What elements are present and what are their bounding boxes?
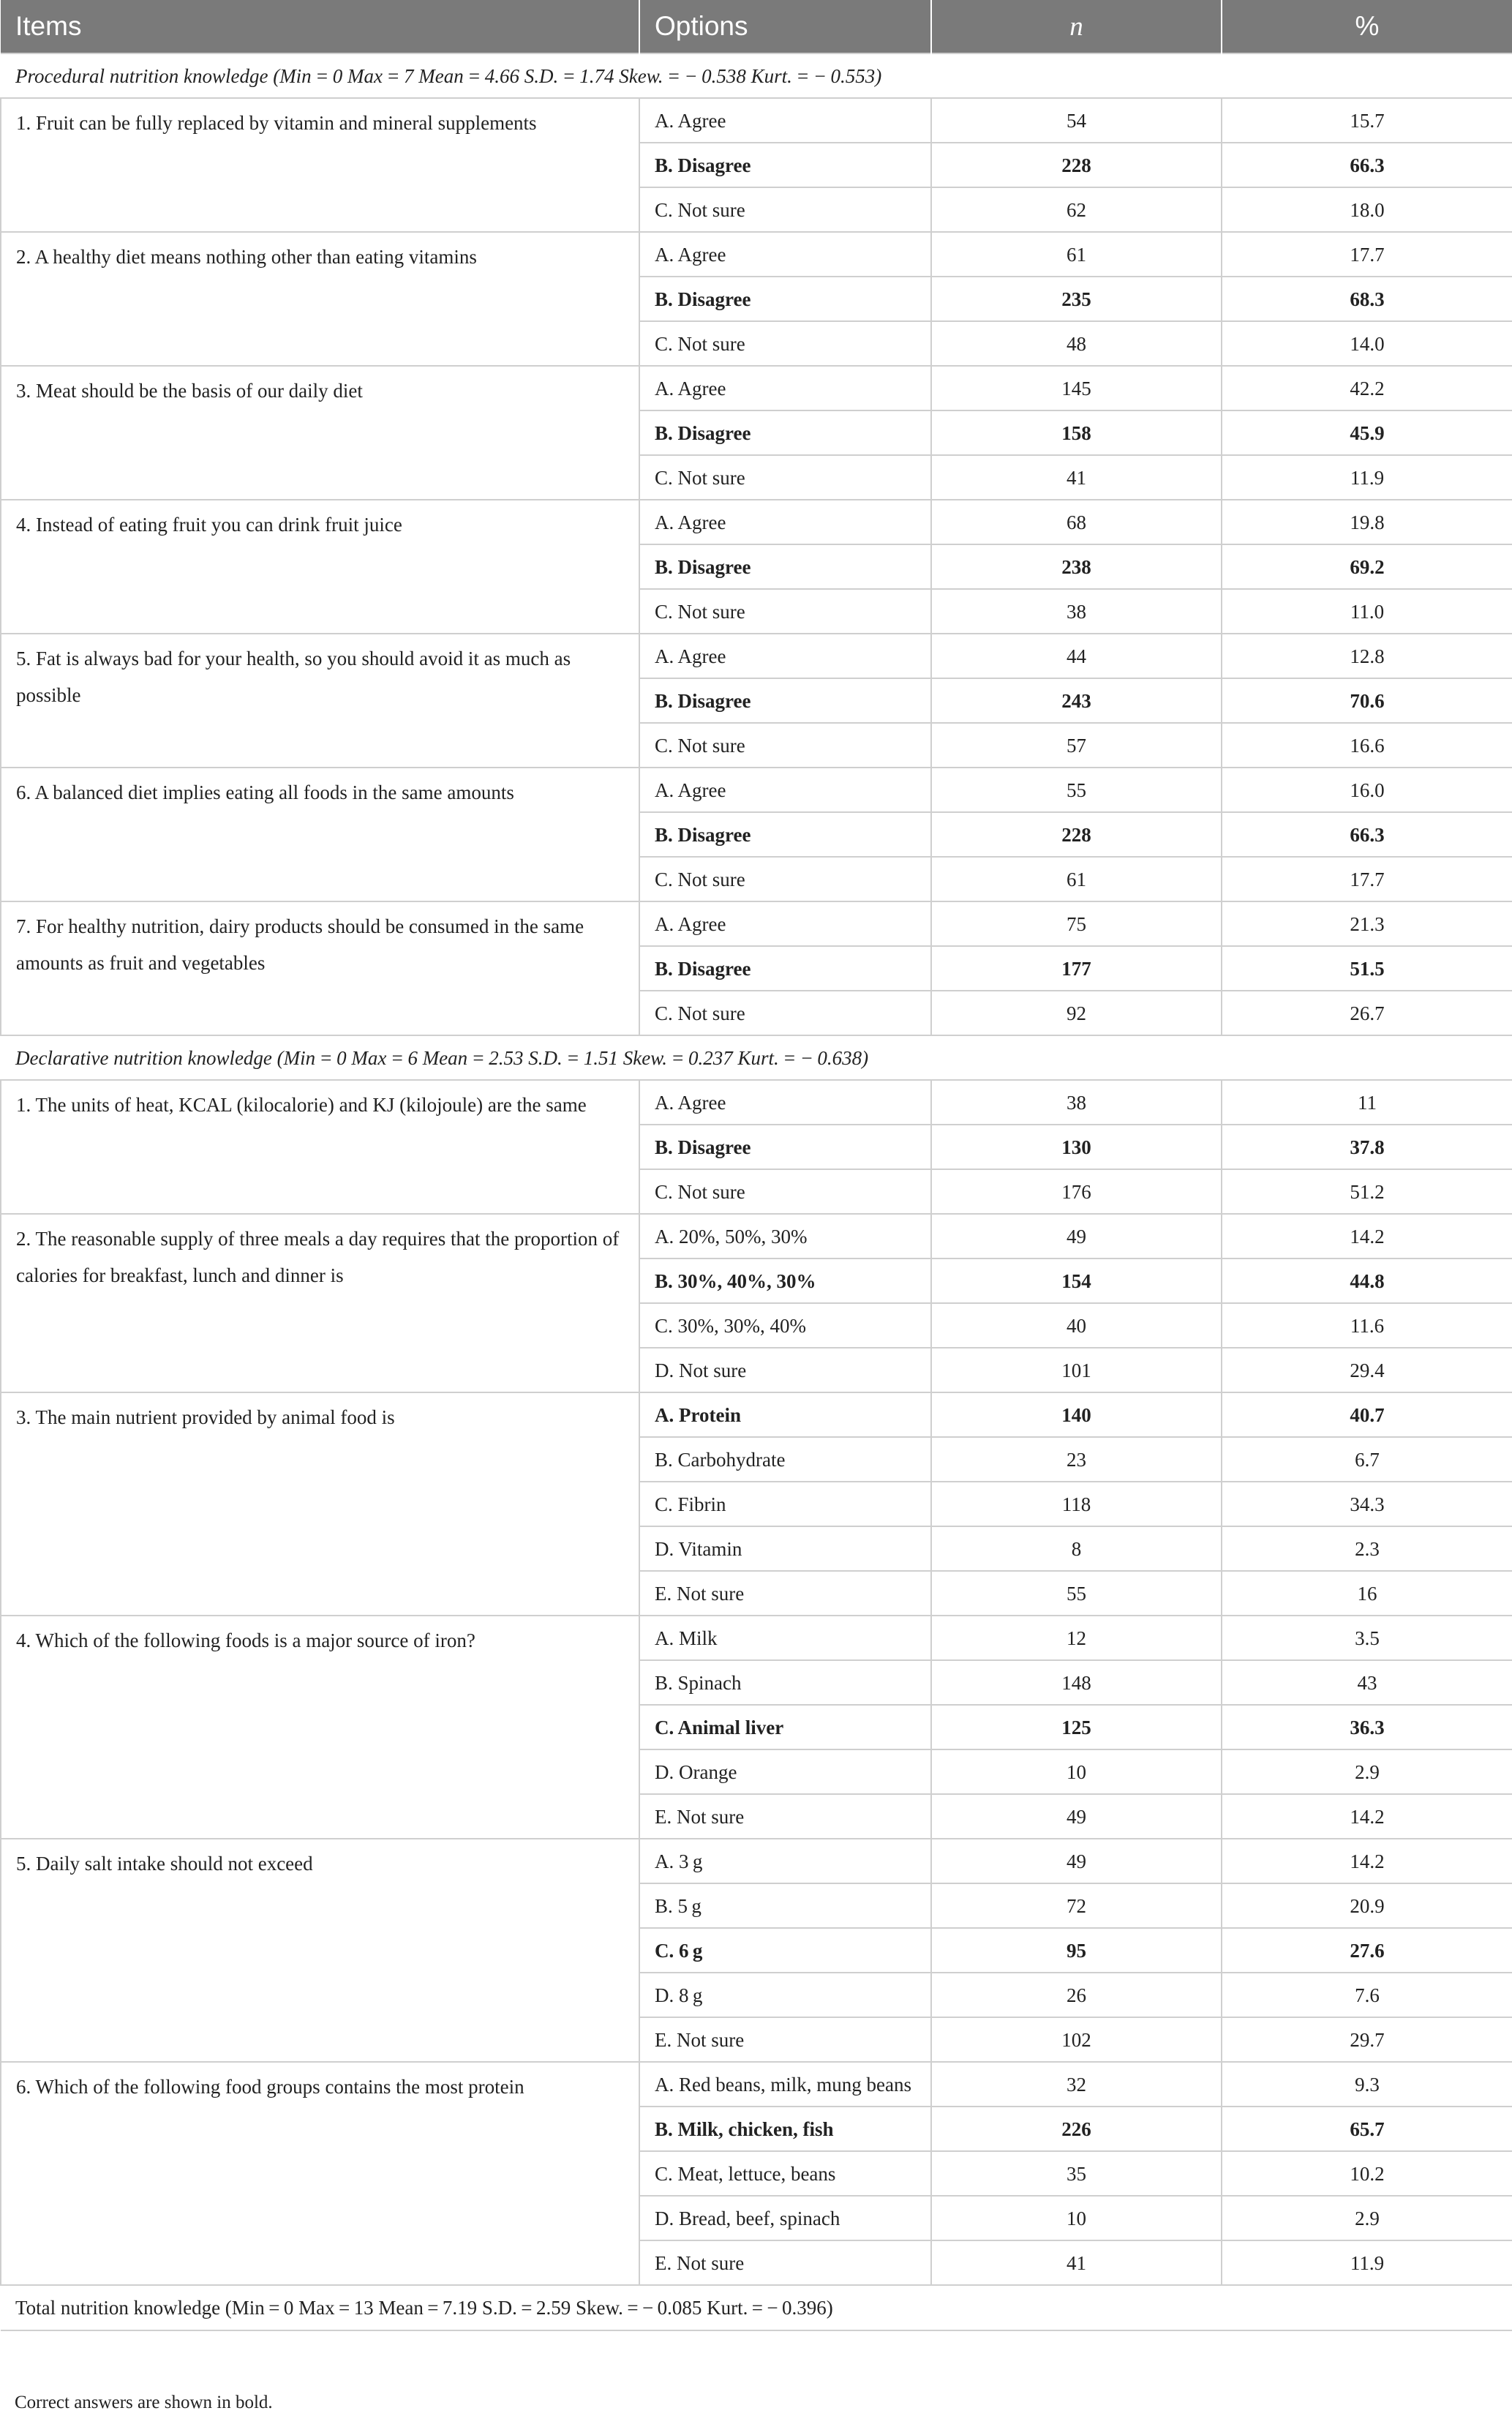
header-n: n [931,0,1222,53]
option-label: A. 20%, 50%, 30% [639,1214,931,1258]
option-label: B. Milk, chicken, fish [639,2107,931,2151]
option-count: 10 [931,2196,1222,2240]
option-label: C. Not sure [639,321,931,366]
option-label: A. Agree [639,1080,931,1125]
table-row [1,634,1512,678]
option-percent: 26.7 [1222,991,1512,1035]
total-summary: Total nutrition knowledge (Min = 0 Max = 13 Mean = 7.19 S.D. = 2.59 Skew. = − 0.085 Kurt. = − 0.396) [1,2285,1512,2330]
option-count: 57 [931,723,1222,768]
table-row [1,1080,1512,1125]
option-percent: 66.3 [1222,812,1512,857]
option-label: C. Not sure [639,857,931,901]
option-label: B. Disagree [639,410,931,455]
option-count: 41 [931,2240,1222,2285]
option-percent: 3.5 [1222,1616,1512,1660]
table-row [1,366,1512,410]
section-header-row [1,1035,1512,1080]
option-percent: 16.0 [1222,768,1512,812]
option-count: 243 [931,678,1222,723]
section-title: Declarative nutrition knowledge (Min = 0 Max = 6 Mean = 2.53 S.D. = 1.51 Skew. = 0.237 Kurt. = − 0.638) [1,1035,1512,1080]
option-label: C. Not sure [639,187,931,232]
option-count: 23 [931,1437,1222,1482]
question-text: 6. A balanced diet implies eating all foods in the same amounts [1,768,639,901]
option-percent: 21.3 [1222,901,1512,946]
option-count: 145 [931,366,1222,410]
table-row [1,1616,1512,1660]
option-count: 38 [931,1080,1222,1125]
header-items: Items [1,0,639,53]
option-label: C. 6 g [639,1928,931,1973]
option-percent: 17.7 [1222,857,1512,901]
option-label: C. Not sure [639,1169,931,1214]
section-header-row [1,53,1512,98]
option-count: 226 [931,2107,1222,2151]
option-percent: 10.2 [1222,2151,1512,2196]
total-row [1,2285,1512,2330]
option-count: 55 [931,768,1222,812]
header-percent: % [1222,0,1512,53]
option-count: 40 [931,1303,1222,1348]
option-count: 238 [931,544,1222,589]
option-percent: 9.3 [1222,2062,1512,2107]
option-count: 61 [931,232,1222,277]
option-percent: 66.3 [1222,143,1512,187]
option-label: C. Not sure [639,589,931,634]
option-count: 44 [931,634,1222,678]
option-percent: 14.0 [1222,321,1512,366]
option-label: E. Not sure [639,2017,931,2062]
question-text: 5. Daily salt intake should not exceed [1,1839,639,2062]
table-row [1,500,1512,544]
option-label: C. Fibrin [639,1482,931,1526]
option-label: A. Agree [639,768,931,812]
option-label: E. Not sure [639,1794,931,1839]
question-text: 1. Fruit can be fully replaced by vitamin and mineral supplements [1,98,639,232]
option-percent: 11.0 [1222,589,1512,634]
option-label: D. 8 g [639,1973,931,2017]
option-percent: 15.7 [1222,98,1512,143]
option-count: 95 [931,1928,1222,1973]
question-text: 3. Meat should be the basis of our daily diet [1,366,639,500]
question-text: 6. Which of the following food groups contains the most protein [1,2062,639,2285]
option-percent: 51.2 [1222,1169,1512,1214]
option-label: B. Disagree [639,1125,931,1169]
option-label: B. Disagree [639,544,931,589]
option-label: C. 30%, 30%, 40% [639,1303,931,1348]
option-percent: 40.7 [1222,1392,1512,1437]
question-text: 4. Instead of eating fruit you can drink fruit juice [1,500,639,634]
option-percent: 11 [1222,1080,1512,1125]
question-text: 2. The reasonable supply of three meals a day requires that the proportion of calories for breakfast, lunch and dinner is [1,1214,639,1392]
option-count: 32 [931,2062,1222,2107]
option-count: 228 [931,812,1222,857]
option-percent: 6.7 [1222,1437,1512,1482]
option-percent: 19.8 [1222,500,1512,544]
option-label: C. Animal liver [639,1705,931,1749]
option-count: 118 [931,1482,1222,1526]
option-percent: 11.6 [1222,1303,1512,1348]
option-count: 10 [931,1749,1222,1794]
option-percent: 68.3 [1222,277,1512,321]
section-title: Procedural nutrition knowledge (Min = 0 Max = 7 Mean = 4.66 S.D. = 1.74 Skew. = − 0.538 Kurt. = − 0.553) [1,53,1512,98]
option-count: 38 [931,589,1222,634]
option-percent: 18.0 [1222,187,1512,232]
option-count: 55 [931,1571,1222,1616]
option-label: C. Not sure [639,991,931,1035]
option-count: 130 [931,1125,1222,1169]
option-count: 75 [931,901,1222,946]
option-label: B. Carbohydrate [639,1437,931,1482]
option-label: A. 3 g [639,1839,931,1883]
option-percent: 11.9 [1222,2240,1512,2285]
option-label: A. Agree [639,366,931,410]
option-percent: 16 [1222,1571,1512,1616]
option-count: 68 [931,500,1222,544]
option-percent: 11.9 [1222,455,1512,500]
option-count: 92 [931,991,1222,1035]
option-count: 148 [931,1660,1222,1705]
option-label: B. Spinach [639,1660,931,1705]
option-count: 125 [931,1705,1222,1749]
option-label: B. 30%, 40%, 30% [639,1258,931,1303]
table-row [1,1839,1512,1883]
option-percent: 16.6 [1222,723,1512,768]
table-row [1,2062,1512,2107]
option-label: A. Protein [639,1392,931,1437]
option-percent: 65.7 [1222,2107,1512,2151]
option-label: B. Disagree [639,143,931,187]
option-count: 48 [931,321,1222,366]
table-header-row [1,0,1512,53]
option-label: A. Agree [639,634,931,678]
question-text: 4. Which of the following foods is a major source of iron? [1,1616,639,1839]
table-row [1,98,1512,143]
question-text: 7. For healthy nutrition, dairy products should be consumed in the same amounts as fruit and vegetables [1,901,639,1035]
option-label: C. Meat, lettuce, beans [639,2151,931,2196]
option-percent: 36.3 [1222,1705,1512,1749]
option-percent: 69.2 [1222,544,1512,589]
option-percent: 2.3 [1222,1526,1512,1571]
option-percent: 14.2 [1222,1794,1512,1839]
option-percent: 27.6 [1222,1928,1512,1973]
option-percent: 14.2 [1222,1214,1512,1258]
question-text: 5. Fat is always bad for your health, so you should avoid it as much as possible [1,634,639,768]
option-count: 26 [931,1973,1222,2017]
option-percent: 29.7 [1222,2017,1512,2062]
option-percent: 42.2 [1222,366,1512,410]
option-count: 176 [931,1169,1222,1214]
question-text: 1. The units of heat, KCAL (kilocalorie) and KJ (kilojoule) are the same [1,1080,639,1214]
option-count: 49 [931,1214,1222,1258]
option-label: A. Milk [639,1616,931,1660]
option-percent: 70.6 [1222,678,1512,723]
option-count: 41 [931,455,1222,500]
option-count: 35 [931,2151,1222,2196]
option-label: A. Agree [639,232,931,277]
option-label: D. Vitamin [639,1526,931,1571]
option-percent: 45.9 [1222,410,1512,455]
option-percent: 34.3 [1222,1482,1512,1526]
question-text: 3. The main nutrient provided by animal food is [1,1392,639,1616]
table-row [1,232,1512,277]
table-row [1,901,1512,946]
header-options: Options [639,0,931,53]
option-percent: 2.9 [1222,1749,1512,1794]
option-count: 140 [931,1392,1222,1437]
option-label: B. Disagree [639,277,931,321]
option-count: 158 [931,410,1222,455]
option-count: 101 [931,1348,1222,1392]
option-count: 61 [931,857,1222,901]
option-label: D. Bread, beef, spinach [639,2196,931,2240]
option-count: 154 [931,1258,1222,1303]
option-label: B. Disagree [639,812,931,857]
option-label: A. Agree [639,98,931,143]
option-label: A. Red beans, milk, mung beans [639,2062,931,2107]
table-body [1,53,1512,2330]
option-count: 49 [931,1839,1222,1883]
option-label: A. Agree [639,500,931,544]
table-row [1,1392,1512,1437]
option-count: 8 [931,1526,1222,1571]
option-count: 177 [931,946,1222,991]
option-count: 12 [931,1616,1222,1660]
option-percent: 7.6 [1222,1973,1512,2017]
option-label: B. 5 g [639,1883,931,1928]
option-label: D. Orange [639,1749,931,1794]
option-label: B. Disagree [639,678,931,723]
option-label: C. Not sure [639,723,931,768]
option-count: 49 [931,1794,1222,1839]
option-percent: 37.8 [1222,1125,1512,1169]
option-label: E. Not sure [639,1571,931,1616]
table-row [1,768,1512,812]
option-percent: 2.9 [1222,2196,1512,2240]
option-label: B. Disagree [639,946,931,991]
option-percent: 20.9 [1222,1883,1512,1928]
option-count: 235 [931,277,1222,321]
option-percent: 43 [1222,1660,1512,1705]
question-text: 2. A healthy diet means nothing other than eating vitamins [1,232,639,366]
option-percent: 29.4 [1222,1348,1512,1392]
option-label: C. Not sure [639,455,931,500]
option-count: 102 [931,2017,1222,2062]
option-count: 62 [931,187,1222,232]
option-count: 228 [931,143,1222,187]
option-label: D. Not sure [639,1348,931,1392]
option-percent: 14.2 [1222,1839,1512,1883]
option-percent: 17.7 [1222,232,1512,277]
footnote: Correct answers are shown in bold. [15,2393,273,2412]
option-percent: 51.5 [1222,946,1512,991]
option-percent: 44.8 [1222,1258,1512,1303]
option-percent: 12.8 [1222,634,1512,678]
option-label: E. Not sure [639,2240,931,2285]
option-count: 54 [931,98,1222,143]
table-row [1,1214,1512,1258]
option-count: 72 [931,1883,1222,1928]
option-label: A. Agree [639,901,931,946]
